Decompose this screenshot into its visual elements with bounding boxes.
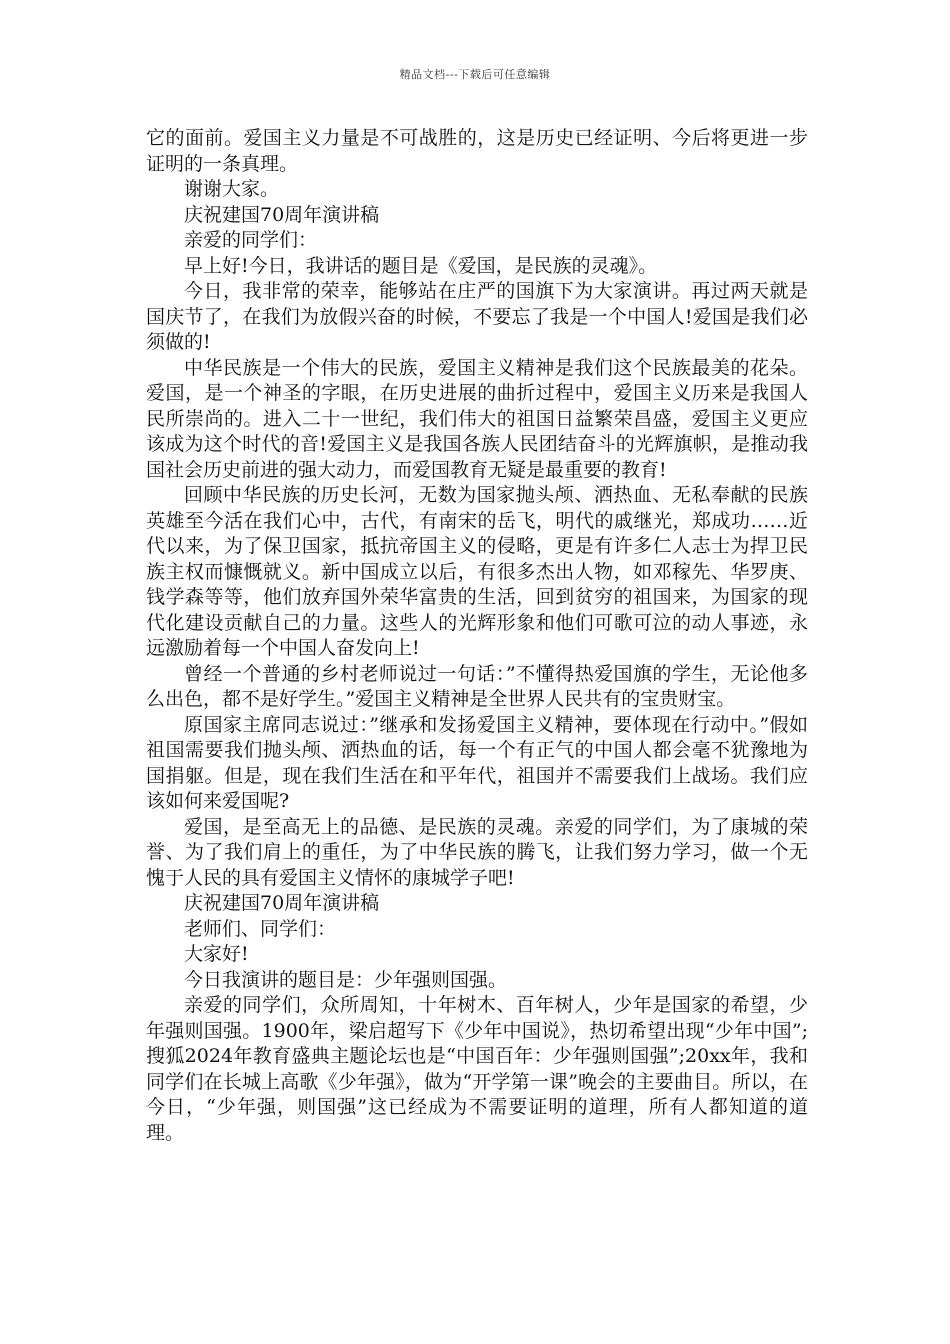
speech-title: 庆祝建国70周年演讲稿 (184, 203, 380, 226)
paragraph: 谢谢大家。 (184, 178, 280, 200)
paragraph: 中华民族是一个伟大的民族，爱国主义精神是我们这个民族最美的花朵。爱国，是一个神圣的字眼，在历史进展的曲折过程中，爱国主义历来是我国人民所崇尚的。进入二十一世纪，我们伟大的祖国日益繁荣昌盛，爱国主义更应该成为这个时代的音!爱国主义是我国各族人民团结奋斗的光辉旗帜，是推动我国社会历史前进的强大动力，而爱国教育无疑是最重要的教育! (146, 356, 808, 481)
paragraph: 它的面前。爱国主义力量是不可战胜的，这是历史已经证明、今后将更进一步证明的一条真理。 (146, 127, 808, 175)
speech-title: 庆祝建国70周年演讲稿 (184, 892, 380, 914)
document-body (146, 126, 808, 1146)
paragraph: 今日，我非常的荣幸，能够站在庄严的国旗下为大家演讲。再过两天就是国庆节了，在我们为放假兴奋的时候，不要忘了我是一个中国人!爱国是我们必须做的! (146, 280, 808, 353)
paragraph: 今日我演讲的题目是：少年强则国强。 (184, 968, 508, 991)
page-header: 精品文档---下载后可任意编辑 (399, 68, 551, 81)
salutation: 亲爱的同学们： (184, 229, 318, 251)
paragraph: 回顾中华民族的历史长河，无数为国家抛头颅、洒热血、无私奉献的民族英雄至今活在我们心中，古代，有南宋的岳飞，明代的戚继光，郑成功……近代以来，为了保卫国家，抵抗帝国主义的侵略，更是有许多仁人志士为捍卫民族主权而慷慨就义。新中国成立以后，有很多杰出人物，如邓稼先、华罗庚、钱学森等等，他们放弃国外荣华富贵的生活，回到贫穷的祖国来，为国家的现代化建设贡献自己的力量。这些人的光辉形象和他们可歌可泣的动人事迹，永远激励着每一个中国人奋发向上! (146, 484, 808, 659)
paragraph: 亲爱的同学们，众所周知，十年树木、百年树人，少年是国家的希望，少年强则国强。1900年，梁启超写下《少年中国说》，热切希望出现“少年中国”;搜狐2024年教育盛典主题论坛也是“中国百年：少年强则国强”;20xx年，我和同学们在长城上高歌《少年强》，做为“开学第一课”晚会的主要曲目。所以，在今日，“少年强，则国强”这已经成为不需要证明的道理，所有人都知道的道理。 (146, 994, 808, 1144)
paragraph: 原国家主席同志说过：”继承和发扬爱国主义精神，要体现在行动中。”假如祖国需要我们抛头颅、洒热血的话，每一个有正气的中国人都会毫不犹豫地为国捐躯。但是，现在我们生活在和平年代，祖国并不需要我们上战场。我们应该如何来爱国呢? (146, 713, 808, 812)
paragraph: 爱国，是至高无上的品德、是民族的灵魂。亲爱的同学们，为了康城的荣誉、为了我们肩上的重任，为了中华民族的腾飞，让我们努力学习，做一个无愧于人民的具有爱国主义情怀的康城学子吧! (146, 815, 808, 889)
salutation: 老师们、同学们： (184, 917, 337, 940)
greeting: 大家好! (184, 943, 249, 965)
paragraph: 曾经一个普通的乡村老师说过一句话：”不懂得热爱国旗的学生，无论他多么出色，都不是好学生。”爱国主义精神是全世界人民共有的宝贵财宝。 (146, 662, 808, 710)
paragraph: 早上好!今日，我讲话的题目是《爱国，是民族的灵魂》。 (184, 254, 658, 277)
